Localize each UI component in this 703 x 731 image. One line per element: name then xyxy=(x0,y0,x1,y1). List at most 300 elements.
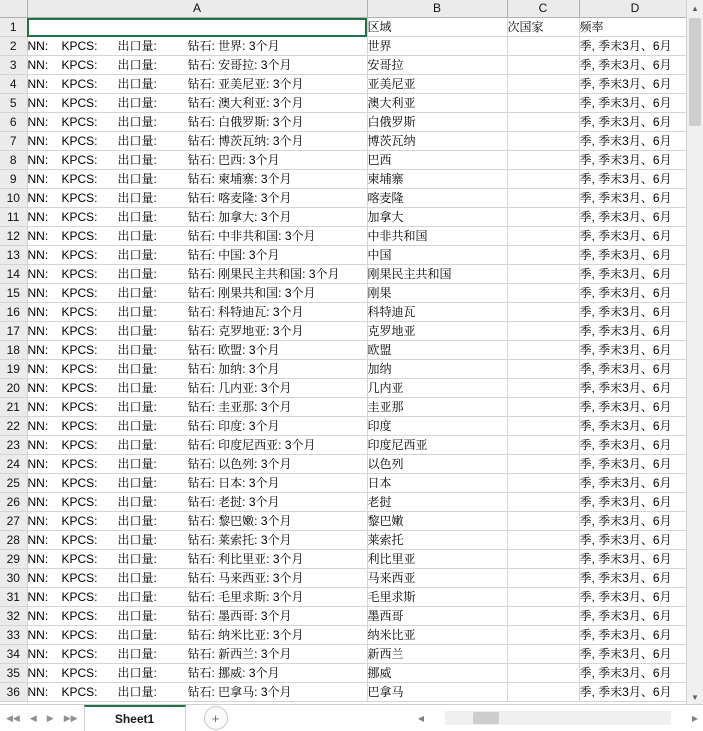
cell-b-region[interactable]: 新西兰 xyxy=(367,645,507,664)
row-header[interactable]: 16 xyxy=(0,303,27,322)
column-header-a[interactable]: A xyxy=(27,0,367,18)
cell-a-seg-scheme: KPCS: xyxy=(61,191,98,205)
cell-d-frequency[interactable]: 季, 季末3月、6月 xyxy=(579,265,691,284)
cell-c-subnational[interactable] xyxy=(507,265,579,284)
cell-a-seg-measure: 出口量: xyxy=(117,533,157,547)
cell-b-region[interactable]: 澳大利亚 xyxy=(367,94,507,113)
row-header[interactable]: 31 xyxy=(0,588,27,607)
row-header[interactable]: 2 xyxy=(0,37,27,56)
cell-c-subnational[interactable] xyxy=(507,303,579,322)
cell-d-frequency[interactable]: 季, 季末3月、6月 xyxy=(579,303,691,322)
cell-a-seg-measure: 出口量: xyxy=(117,58,157,72)
cell-c-subnational[interactable] xyxy=(507,284,579,303)
cell-a-seg-detail: 钻石: 利比里亚: 3个月 xyxy=(187,552,304,566)
cell-a1[interactable] xyxy=(27,18,367,37)
row-header[interactable]: 8 xyxy=(0,151,27,170)
cell-a[interactable] xyxy=(27,322,367,341)
next-sheet-icon[interactable]: ▶ xyxy=(46,712,54,723)
cell-b-region[interactable]: 刚果民主共和国 xyxy=(367,265,507,284)
cell-a-seg-source: NN: xyxy=(27,457,49,471)
cell-a-seg-measure: 出口量: xyxy=(117,495,157,509)
cell-d-frequency[interactable]: 季, 季末3月、6月 xyxy=(579,588,691,607)
row-header[interactable]: 30 xyxy=(0,569,27,588)
cell-b-region[interactable]: 印度尼西亚 xyxy=(367,436,507,455)
cell-d-frequency[interactable]: 季, 季末3月、6月 xyxy=(579,151,691,170)
cell-d-frequency[interactable]: 季, 季末3月、6月 xyxy=(579,645,691,664)
cell-c-subnational[interactable] xyxy=(507,170,579,189)
cell-c-subnational[interactable] xyxy=(507,322,579,341)
row-header[interactable]: 28 xyxy=(0,531,27,550)
table-row xyxy=(0,322,703,341)
row-header[interactable]: 25 xyxy=(0,474,27,493)
cell-b-region[interactable]: 科特迪瓦 xyxy=(367,303,507,322)
row-header[interactable]: 4 xyxy=(0,75,27,94)
cell-a-seg-source: NN: xyxy=(27,381,49,395)
cell-b-region[interactable]: 莱索托 xyxy=(367,531,507,550)
cell-a-seg-detail: 钻石: 澳大利亚: 3个月 xyxy=(187,96,304,110)
cell-d-frequency[interactable]: 季, 季末3月、6月 xyxy=(579,170,691,189)
row-header[interactable]: 6 xyxy=(0,113,27,132)
cell-c-subnational[interactable] xyxy=(507,607,579,626)
row-header[interactable]: 23 xyxy=(0,436,27,455)
table-row xyxy=(0,113,703,132)
cell-a-seg-scheme: KPCS: xyxy=(61,267,98,281)
horizontal-scroll-thumb[interactable] xyxy=(473,712,499,724)
cell-d-frequency[interactable]: 季, 季末3月、6月 xyxy=(579,360,691,379)
last-sheet-icon[interactable]: ▶▶ xyxy=(63,712,78,723)
cell-a-seg-detail: 钻石: 加拿大: 3个月 xyxy=(187,210,292,224)
cell-a-seg-source: NN: xyxy=(27,286,49,300)
cell-d-frequency[interactable]: 季, 季末3月、6月 xyxy=(579,284,691,303)
row-header[interactable]: 27 xyxy=(0,512,27,531)
cell-a-seg-source: NN: xyxy=(27,248,49,262)
scroll-right-icon[interactable]: ▶ xyxy=(691,713,699,723)
cell-b-region[interactable]: 马来西亚 xyxy=(367,569,507,588)
cell-a-seg-detail: 钻石: 中非共和国: 3个月 xyxy=(187,229,316,243)
cell-a[interactable] xyxy=(27,645,367,664)
cell-b-region[interactable]: 巴西 xyxy=(367,151,507,170)
cell-b-region[interactable]: 白俄罗斯 xyxy=(367,113,507,132)
cell-c-subnational[interactable] xyxy=(507,189,579,208)
cell-b-region[interactable]: 世界 xyxy=(367,37,507,56)
row-header[interactable]: 35 xyxy=(0,664,27,683)
cell-a-seg-detail: 钻石: 马来西亚: 3个月 xyxy=(187,571,304,585)
column-header-d[interactable]: D xyxy=(579,0,691,18)
cell-a-seg-measure: 出口量: xyxy=(117,647,157,661)
cell-b-region[interactable]: 加纳 xyxy=(367,360,507,379)
table-row xyxy=(0,56,703,75)
cell-a-seg-source: NN: xyxy=(27,571,49,585)
row-header[interactable]: 15 xyxy=(0,284,27,303)
row-header[interactable]: 3 xyxy=(0,56,27,75)
cell-a[interactable] xyxy=(27,588,367,607)
cell-a-seg-measure: 出口量: xyxy=(117,39,157,53)
cell-a-seg-scheme: KPCS: xyxy=(61,210,98,224)
cell-c-subnational[interactable] xyxy=(507,398,579,417)
row-header[interactable]: 10 xyxy=(0,189,27,208)
cell-d-frequency[interactable]: 季, 季末3月、6月 xyxy=(579,37,691,56)
cell-a-seg-detail: 钻石: 新西兰: 3个月 xyxy=(187,647,292,661)
cell-a-seg-measure: 出口量: xyxy=(117,457,157,471)
cell-d-frequency[interactable]: 季, 季末3月、6月 xyxy=(579,531,691,550)
cell-d-frequency[interactable]: 季, 季末3月、6月 xyxy=(579,474,691,493)
horizontal-scrollbar[interactable] xyxy=(413,705,703,731)
cell-a-seg-detail: 钻石: 黎巴嫩: 3个月 xyxy=(187,514,292,528)
cell-a[interactable] xyxy=(27,208,367,227)
cell-a-seg-detail: 钻石: 以色列: 3个月 xyxy=(187,457,292,471)
row-header[interactable]: 1 xyxy=(0,18,27,37)
cell-c-subnational[interactable] xyxy=(507,664,579,683)
cell-a-seg-measure: 出口量: xyxy=(117,134,157,148)
cell-c-subnational[interactable] xyxy=(507,37,579,56)
row-header[interactable]: 18 xyxy=(0,341,27,360)
cell-b-region[interactable]: 墨西哥 xyxy=(367,607,507,626)
cell-a[interactable] xyxy=(27,512,367,531)
table-row xyxy=(0,664,703,683)
cell-a-seg-measure: 出口量: xyxy=(117,96,157,110)
horizontal-scroll-track[interactable] xyxy=(445,711,671,725)
cell-a-seg-source: NN: xyxy=(27,476,49,490)
cell-a-seg-measure: 出口量: xyxy=(117,305,157,319)
cell-c-subnational[interactable] xyxy=(507,94,579,113)
cell-b-region[interactable]: 柬埔寨 xyxy=(367,170,507,189)
cell-a[interactable] xyxy=(27,341,367,360)
sheet-tab-sheet1[interactable]: Sheet1 xyxy=(84,705,186,731)
cell-c-subnational[interactable] xyxy=(507,75,579,94)
row-header[interactable]: 33 xyxy=(0,626,27,645)
cell-a[interactable] xyxy=(27,132,367,151)
cell-d-frequency[interactable]: 季, 季末3月、6月 xyxy=(579,322,691,341)
cell-a-seg-detail: 钻石: 印度: 3个月 xyxy=(187,419,280,433)
row-header[interactable]: 20 xyxy=(0,379,27,398)
cell-a[interactable] xyxy=(27,550,367,569)
table-row xyxy=(0,455,703,474)
cell-a-seg-source: NN: xyxy=(27,343,49,357)
cell-b-region[interactable]: 博茨瓦纳 xyxy=(367,132,507,151)
cell-d-frequency[interactable]: 季, 季末3月、6月 xyxy=(579,398,691,417)
cell-a-seg-scheme: KPCS: xyxy=(61,495,98,509)
cell-a[interactable] xyxy=(27,113,367,132)
cell-b-region[interactable]: 几内亚 xyxy=(367,379,507,398)
row-header[interactable]: 24 xyxy=(0,455,27,474)
cell-c-subnational[interactable] xyxy=(507,379,579,398)
cell-c-subnational[interactable] xyxy=(507,569,579,588)
cell-a[interactable] xyxy=(27,569,367,588)
cell-d-frequency[interactable]: 季, 季末3月、6月 xyxy=(579,417,691,436)
cell-a[interactable] xyxy=(27,227,367,246)
cell-b-region[interactable]: 圭亚那 xyxy=(367,398,507,417)
row-header[interactable]: 9 xyxy=(0,170,27,189)
row-header[interactable]: 13 xyxy=(0,246,27,265)
table-row xyxy=(0,379,703,398)
cell-c-subnational[interactable] xyxy=(507,436,579,455)
table-row xyxy=(0,436,703,455)
cell-c-subnational[interactable] xyxy=(507,455,579,474)
cell-b-region[interactable]: 日本 xyxy=(367,474,507,493)
cell-a[interactable] xyxy=(27,626,367,645)
row-header[interactable]: 26 xyxy=(0,493,27,512)
cell-a-seg-detail: 钻石: 刚果民主共和国: 3个月 xyxy=(187,267,340,281)
cell-b-region[interactable]: 中国 xyxy=(367,246,507,265)
table-row xyxy=(0,132,703,151)
cell-c-subnational[interactable] xyxy=(507,246,579,265)
cell-d-frequency[interactable]: 季, 季末3月、6月 xyxy=(579,493,691,512)
cell-c-subnational[interactable] xyxy=(507,208,579,227)
cell-a[interactable] xyxy=(27,75,367,94)
cell-a-seg-scheme: KPCS: xyxy=(61,514,98,528)
cell-d-frequency[interactable]: 季, 季末3月、6月 xyxy=(579,208,691,227)
table-row xyxy=(0,493,703,512)
row-header[interactable]: 29 xyxy=(0,550,27,569)
cell-b-region[interactable]: 巴拿马 xyxy=(367,683,507,702)
select-all-corner[interactable] xyxy=(0,0,27,18)
cell-a-seg-scheme: KPCS: xyxy=(61,381,98,395)
cell-a-seg-source: NN: xyxy=(27,552,49,566)
row-header[interactable]: 32 xyxy=(0,607,27,626)
cell-c-subnational[interactable] xyxy=(507,56,579,75)
cell-b-region[interactable]: 喀麦隆 xyxy=(367,189,507,208)
cell-c-subnational[interactable] xyxy=(507,360,579,379)
cell-a-seg-source: NN: xyxy=(27,495,49,509)
row-header[interactable]: 14 xyxy=(0,265,27,284)
cell-b-region[interactable]: 老挝 xyxy=(367,493,507,512)
cell-a-seg-measure: 出口量: xyxy=(117,419,157,433)
cell-a[interactable] xyxy=(27,360,367,379)
cell-c-subnational[interactable] xyxy=(507,474,579,493)
table-row xyxy=(0,607,703,626)
row-header[interactable]: 19 xyxy=(0,360,27,379)
cell-a-seg-detail: 钻石: 巴西: 3个月 xyxy=(187,153,280,167)
cell-c-subnational[interactable] xyxy=(507,588,579,607)
cell-a-seg-detail: 钻石: 老挝: 3个月 xyxy=(187,495,280,509)
cell-d-frequency[interactable]: 季, 季末3月、6月 xyxy=(579,379,691,398)
cell-a-seg-scheme: KPCS: xyxy=(61,571,98,585)
table-row xyxy=(0,246,703,265)
cell-a-seg-detail: 钻石: 克罗地亚: 3个月 xyxy=(187,324,304,338)
cell-a-seg-source: NN: xyxy=(27,210,49,224)
row-header[interactable]: 22 xyxy=(0,417,27,436)
cell-a[interactable] xyxy=(27,56,367,75)
cell-b-region[interactable]: 刚果 xyxy=(367,284,507,303)
cell-a-seg-source: NN: xyxy=(27,229,49,243)
cell-d-frequency[interactable]: 季, 季末3月、6月 xyxy=(579,246,691,265)
cell-a[interactable] xyxy=(27,474,367,493)
cell-b-region[interactable]: 毛里求斯 xyxy=(367,588,507,607)
cell-a-seg-detail: 钻石: 圭亚那: 3个月 xyxy=(187,400,292,414)
cell-c-subnational[interactable] xyxy=(507,626,579,645)
cell-a[interactable] xyxy=(27,683,367,702)
cell-b-region[interactable]: 中非共和国 xyxy=(367,227,507,246)
cell-a-seg-detail: 钻石: 日本: 3个月 xyxy=(187,476,280,490)
cell-b-region[interactable]: 挪威 xyxy=(367,664,507,683)
cell-a[interactable] xyxy=(27,455,367,474)
column-header-c[interactable]: C xyxy=(507,0,579,18)
cell-b-region[interactable]: 亚美尼亚 xyxy=(367,75,507,94)
scroll-up-icon[interactable]: ▲ xyxy=(687,0,703,16)
cell-c-subnational[interactable] xyxy=(507,683,579,702)
cell-a-seg-scheme: KPCS: xyxy=(61,419,98,433)
cell-a[interactable] xyxy=(27,284,367,303)
cell-a[interactable] xyxy=(27,664,367,683)
cell-d-frequency[interactable]: 季, 季末3月、6月 xyxy=(579,75,691,94)
cell-a-seg-source: NN: xyxy=(27,324,49,338)
cell-a[interactable] xyxy=(27,94,367,113)
sheet-nav-buttons xyxy=(0,714,84,723)
table-row xyxy=(0,189,703,208)
vertical-scroll-thumb[interactable] xyxy=(689,18,701,126)
cell-d-frequency[interactable]: 季, 季末3月、6月 xyxy=(579,683,691,702)
cell-c-subnational[interactable] xyxy=(507,151,579,170)
cell-d-frequency[interactable]: 季, 季末3月、6月 xyxy=(579,626,691,645)
cell-d-frequency[interactable]: 季, 季末3月、6月 xyxy=(579,132,691,151)
cell-b-region[interactable]: 欧盟 xyxy=(367,341,507,360)
table-row xyxy=(0,626,703,645)
scroll-left-icon[interactable]: ◀ xyxy=(417,713,425,723)
row-header[interactable]: 5 xyxy=(0,94,27,113)
cell-c1[interactable]: 次国家 xyxy=(507,18,579,37)
cell-c-subnational[interactable] xyxy=(507,417,579,436)
cell-c-subnational[interactable] xyxy=(507,645,579,664)
cell-a[interactable] xyxy=(27,303,367,322)
cell-d-frequency[interactable]: 季, 季末3月、6月 xyxy=(579,189,691,208)
cell-d-frequency[interactable]: 季, 季末3月、6月 xyxy=(579,227,691,246)
row-header[interactable]: 11 xyxy=(0,208,27,227)
cell-a-seg-scheme: KPCS: xyxy=(61,628,98,642)
cell-c-subnational[interactable] xyxy=(507,341,579,360)
table-row xyxy=(0,683,703,702)
cell-a[interactable] xyxy=(27,436,367,455)
cell-a-seg-measure: 出口量: xyxy=(117,267,157,281)
cell-b-region[interactable]: 印度 xyxy=(367,417,507,436)
cell-a-seg-scheme: KPCS: xyxy=(61,172,98,186)
cell-a-seg-scheme: KPCS: xyxy=(61,552,98,566)
cell-a-seg-source: NN: xyxy=(27,590,49,604)
vertical-scrollbar[interactable] xyxy=(686,0,703,705)
cell-a-seg-source: NN: xyxy=(27,419,49,433)
row-header[interactable]: 17 xyxy=(0,322,27,341)
cell-a-seg-measure: 出口量: xyxy=(117,191,157,205)
cell-a[interactable] xyxy=(27,151,367,170)
cell-d-frequency[interactable]: 季, 季末3月、6月 xyxy=(579,341,691,360)
cell-b-region[interactable]: 纳米比亚 xyxy=(367,626,507,645)
cell-a[interactable] xyxy=(27,170,367,189)
table-row xyxy=(0,398,703,417)
cell-d-frequency[interactable]: 季, 季末3月、6月 xyxy=(579,113,691,132)
first-sheet-icon[interactable]: ◀◀ xyxy=(6,712,20,723)
cell-d-frequency[interactable]: 季, 季末3月、6月 xyxy=(579,664,691,683)
cell-a[interactable] xyxy=(27,37,367,56)
cell-a-seg-scheme: KPCS: xyxy=(61,685,98,699)
cell-d-frequency[interactable]: 季, 季末3月、6月 xyxy=(579,455,691,474)
cell-a-seg-detail: 钻石: 柬埔寨: 3个月 xyxy=(187,172,292,186)
cell-a-seg-detail: 钻石: 刚果共和国: 3个月 xyxy=(187,286,316,300)
row-header[interactable]: 7 xyxy=(0,132,27,151)
cell-d-frequency[interactable]: 季, 季末3月、6月 xyxy=(579,94,691,113)
cell-d-frequency[interactable]: 季, 季末3月、6月 xyxy=(579,512,691,531)
cell-b-region[interactable]: 安哥拉 xyxy=(367,56,507,75)
cell-d-frequency[interactable]: 季, 季末3月、6月 xyxy=(579,550,691,569)
cell-a-seg-detail: 钻石: 莱索托: 3个月 xyxy=(187,533,292,547)
cell-a[interactable] xyxy=(27,607,367,626)
cell-c-subnational[interactable] xyxy=(507,113,579,132)
cell-c-subnational[interactable] xyxy=(507,227,579,246)
cell-a-seg-scheme: KPCS: xyxy=(61,533,98,547)
cell-a-seg-source: NN: xyxy=(27,666,49,680)
cell-b-region[interactable]: 利比里亚 xyxy=(367,550,507,569)
cell-a-seg-source: NN: xyxy=(27,267,49,281)
cell-c-subnational[interactable] xyxy=(507,550,579,569)
cell-b1[interactable]: 区域 xyxy=(367,18,507,37)
cell-a-seg-source: NN: xyxy=(27,96,49,110)
cell-b-region[interactable]: 以色列 xyxy=(367,455,507,474)
table-row xyxy=(0,303,703,322)
table-row xyxy=(0,75,703,94)
cell-a-seg-scheme: KPCS: xyxy=(61,286,98,300)
cell-a-seg-detail: 钻石: 科特迪瓦: 3个月 xyxy=(187,305,304,319)
prev-sheet-icon[interactable]: ◀ xyxy=(29,712,37,723)
cell-a[interactable] xyxy=(27,265,367,284)
cell-a[interactable] xyxy=(27,493,367,512)
cell-a-seg-measure: 出口量: xyxy=(117,210,157,224)
cell-a-seg-detail: 钻石: 墨西哥: 3个月 xyxy=(187,609,292,623)
cell-d-frequency[interactable]: 季, 季末3月、6月 xyxy=(579,56,691,75)
cell-d1[interactable]: 频率 xyxy=(579,18,691,37)
cell-b-region[interactable]: 克罗地亚 xyxy=(367,322,507,341)
row-header[interactable]: 12 xyxy=(0,227,27,246)
cell-a-seg-scheme: KPCS: xyxy=(61,134,98,148)
cell-a[interactable] xyxy=(27,531,367,550)
cell-a-seg-scheme: KPCS: xyxy=(61,647,98,661)
cell-a-seg-scheme: KPCS: xyxy=(61,153,98,167)
cell-a-seg-measure: 出口量: xyxy=(117,172,157,186)
cell-a-seg-detail: 钻石: 中国: 3个月 xyxy=(187,248,280,262)
cell-a-seg-detail: 钻石: 白俄罗斯: 3个月 xyxy=(187,115,304,129)
cell-a[interactable] xyxy=(27,417,367,436)
cell-a[interactable] xyxy=(27,246,367,265)
cell-c-subnational[interactable] xyxy=(507,531,579,550)
cell-a-seg-scheme: KPCS: xyxy=(61,590,98,604)
cell-a-seg-source: NN: xyxy=(27,305,49,319)
table-row xyxy=(0,417,703,436)
cell-b-region[interactable]: 加拿大 xyxy=(367,208,507,227)
cell-d-frequency[interactable]: 季, 季末3月、6月 xyxy=(579,569,691,588)
column-header-b[interactable]: B xyxy=(367,0,507,18)
cell-a-seg-measure: 出口量: xyxy=(117,514,157,528)
cell-b-region[interactable]: 黎巴嫩 xyxy=(367,512,507,531)
cell-a-seg-source: NN: xyxy=(27,685,49,699)
cell-c-subnational[interactable] xyxy=(507,493,579,512)
add-sheet-icon[interactable]: + xyxy=(204,706,228,730)
row-header[interactable]: 21 xyxy=(0,398,27,417)
scroll-down-icon[interactable]: ▼ xyxy=(687,689,703,705)
cell-a[interactable] xyxy=(27,398,367,417)
cell-a[interactable] xyxy=(27,379,367,398)
cell-c-subnational[interactable] xyxy=(507,512,579,531)
sheet-tab-bar xyxy=(0,704,703,731)
cell-d-frequency[interactable]: 季, 季末3月、6月 xyxy=(579,436,691,455)
table-row xyxy=(0,531,703,550)
table-row xyxy=(0,550,703,569)
row-header[interactable]: 34 xyxy=(0,645,27,664)
cell-c-subnational[interactable] xyxy=(507,132,579,151)
cell-a-seg-measure: 出口量: xyxy=(117,248,157,262)
cell-a-seg-detail: 钻石: 亚美尼亚: 3个月 xyxy=(187,77,304,91)
cell-a[interactable] xyxy=(27,189,367,208)
cell-a-seg-detail: 钻石: 几内亚: 3个月 xyxy=(187,381,292,395)
cell-a-seg-detail: 钻石: 巴拿马: 3个月 xyxy=(187,685,292,699)
cell-d-frequency[interactable]: 季, 季末3月、6月 xyxy=(579,607,691,626)
row-header[interactable]: 36 xyxy=(0,683,27,702)
